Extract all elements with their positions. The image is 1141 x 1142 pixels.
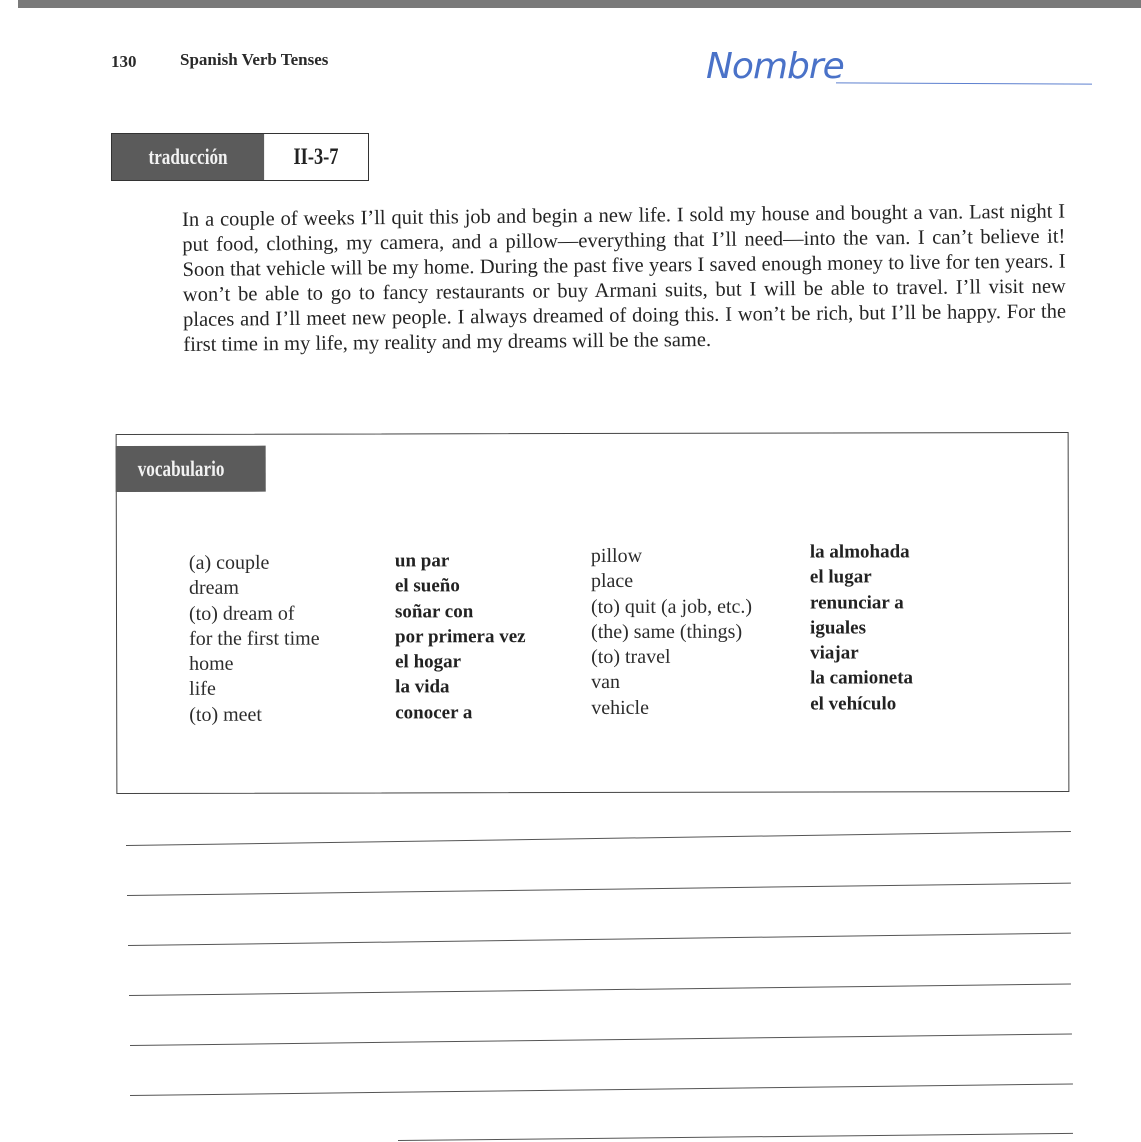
vocab-spanish-column-1 bbox=[395, 548, 526, 725]
vocab-term: (the) same (things) bbox=[591, 620, 743, 643]
vocab-term: (to) meet bbox=[189, 703, 262, 726]
vocab-translation: por primera vez bbox=[395, 626, 526, 648]
vocab-term: (to) travel bbox=[591, 646, 671, 669]
vocab-term: home bbox=[189, 652, 234, 676]
vocabulary-tag bbox=[116, 446, 266, 492]
answer-line[interactable] bbox=[130, 1033, 1072, 1046]
vocab-translation: el lugar bbox=[809, 566, 872, 588]
exercise-tag: traducción bbox=[112, 134, 264, 180]
vocab-term: (a) couple bbox=[188, 551, 270, 574]
name-blank-line[interactable] bbox=[836, 82, 1092, 84]
vocab-spanish-column-2 bbox=[810, 539, 913, 716]
handwritten-name-label: Nombre bbox=[706, 46, 844, 87]
vocab-term: place bbox=[590, 570, 634, 593]
answer-line[interactable] bbox=[128, 933, 1071, 946]
vocab-translation: renunciar a bbox=[809, 591, 904, 614]
vocab-translation: el vehículo bbox=[810, 693, 897, 715]
book-title: Spanish Verb Tenses bbox=[180, 50, 329, 69]
vocab-translation: la camioneta bbox=[810, 667, 914, 690]
answer-line[interactable] bbox=[129, 983, 1071, 996]
vocab-english-column-2 bbox=[591, 544, 752, 721]
vocabulary-tag-label: vocabulario bbox=[137, 455, 225, 481]
vocab-translation: el hogar bbox=[395, 651, 462, 673]
vocab-term: for the first time bbox=[189, 627, 320, 650]
vocab-translation: la almohada bbox=[809, 541, 910, 563]
exercise-code: II-3-7 bbox=[293, 144, 339, 169]
vocab-translation: conocer a bbox=[395, 702, 473, 724]
answer-line[interactable] bbox=[130, 1083, 1073, 1096]
exercise-header bbox=[111, 133, 369, 181]
vocab-translation: el sueño bbox=[394, 575, 460, 597]
vocab-term: pillow bbox=[590, 544, 643, 568]
vocab-term: life bbox=[189, 678, 216, 701]
vocab-term: (to) quit (a job, etc.) bbox=[590, 595, 753, 618]
answer-line[interactable] bbox=[126, 831, 1071, 846]
answer-line[interactable] bbox=[398, 1133, 1073, 1141]
vocab-translation: viajar bbox=[810, 642, 859, 664]
translation-paragraph: In a couple of weeks I’ll quit this job and begin a new life. I sold my house and bought a van. Last night I put food, clothing, my camera, and a pillow—everything that I’ll need—into the van. I can’t believe it! Soon that vehicle will be my home. During the past five years I saved enough money to live for ten years. I won’t be able to go to fancy restaurants or buy Armani suits, but I will be able to travel. I’ll visit new places and I’ll meet new people. I always dreamed of doing this. I won’t be rich, but I’ll be happy. For the first time in my life, my reality and my dreams will be the same. bbox=[182, 200, 1067, 356]
vocab-term: van bbox=[591, 671, 621, 694]
page-number: 130 bbox=[111, 52, 137, 71]
page-top-edge bbox=[18, 0, 1141, 8]
vocab-term: (to) dream of bbox=[188, 602, 295, 625]
vocab-english-column-1 bbox=[189, 551, 320, 728]
vocabulary-box bbox=[116, 432, 1070, 794]
vocab-translation: soñar con bbox=[394, 600, 474, 623]
vocab-translation: un par bbox=[394, 550, 450, 572]
vocab-translation: la vida bbox=[395, 676, 450, 698]
vocab-translation: iguales bbox=[810, 617, 867, 639]
vocab-term: vehicle bbox=[591, 696, 649, 719]
answer-line[interactable] bbox=[127, 883, 1071, 896]
vocab-term: dream bbox=[188, 577, 239, 600]
